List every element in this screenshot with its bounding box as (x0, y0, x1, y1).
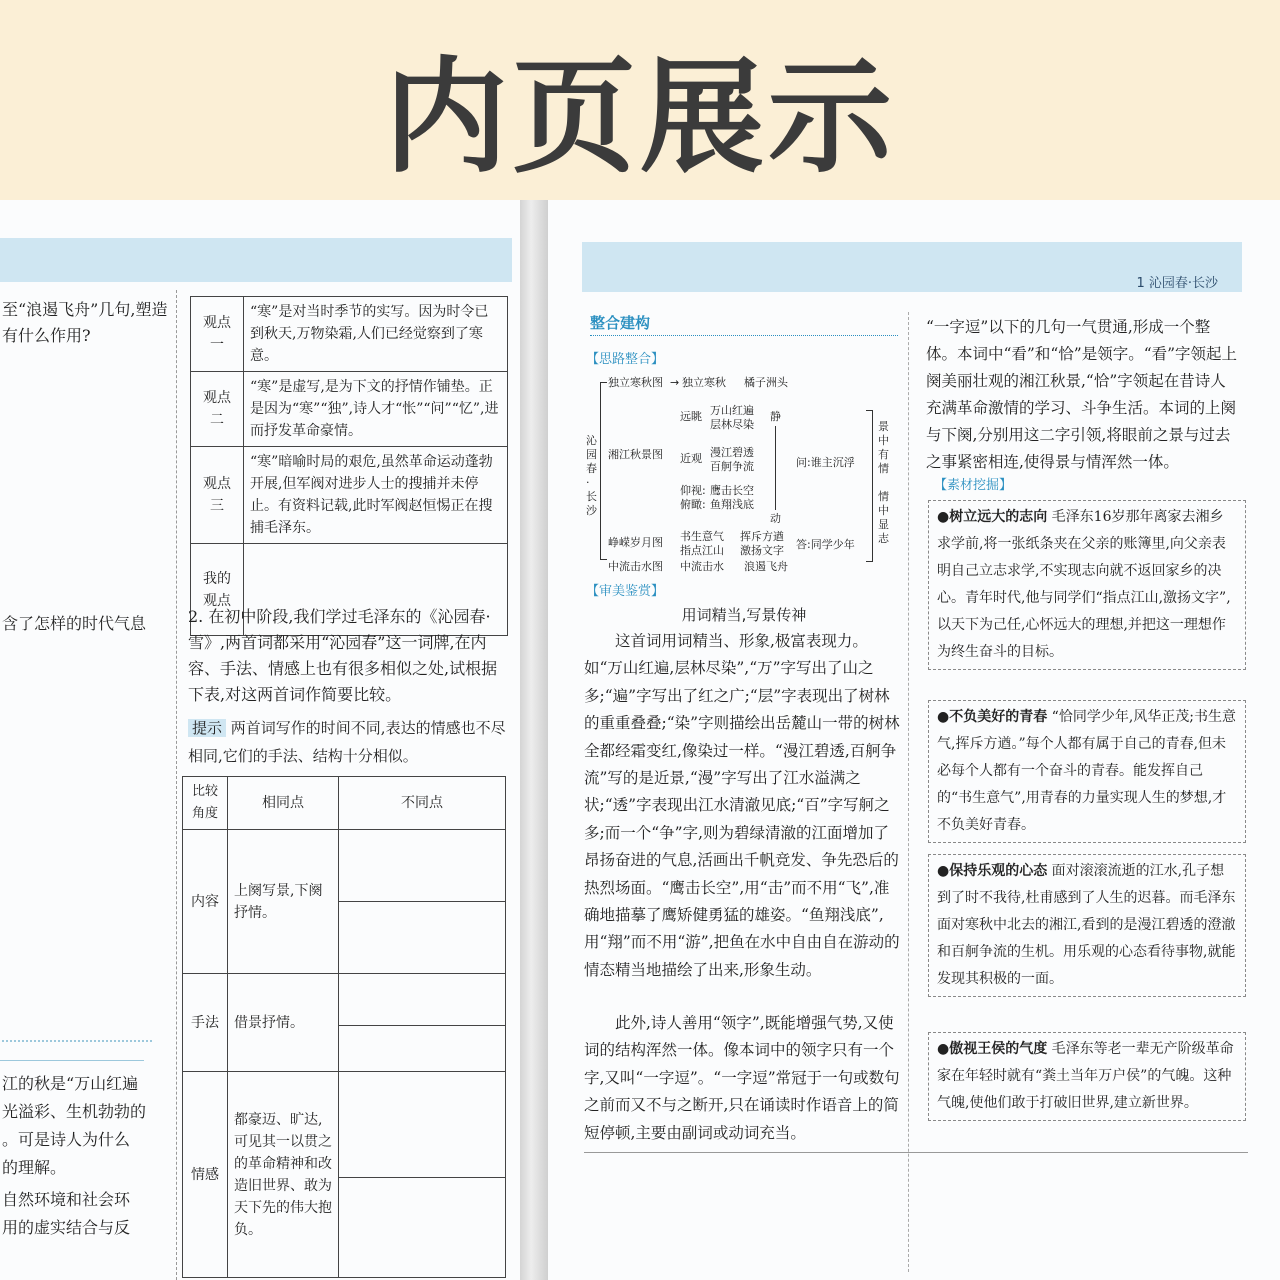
tree-node: 远眺 (680, 410, 702, 423)
material-text: 面对滚滚流逝的江水,孔子想到了时不我待,杜甫感到了人生的迟暮。而毛泽东面对寒秋中北去的湘江,看到的是漫江碧透的澄澈和百舸争流的生机。用乐观的心态看待事物,就能发现其积极的一面。 (937, 863, 1236, 987)
material-title: ●傲视王侯的气度 (937, 1041, 1048, 1057)
tree-node: 动 (770, 512, 781, 525)
tree-node: 鱼翔浅底 (710, 498, 754, 511)
compare-diff-cell[interactable] (339, 1072, 506, 1178)
vp-label: 观点二 (191, 372, 244, 447)
tree-node: 万山红遍 (710, 404, 754, 417)
left-dots (2, 1040, 152, 1042)
column2-paragraph: “一字逗”以下的几句一气贯通,形成一个整体。本词中“看”和“恰”是领字。“看”字领起上阕美丽壮观的湘江秋景,“恰”字领起在昔诗人充满革命激情的学习、斗争生活。本词的上阕与下阕,分别用这二字引领,将眼前之景与过去之事紧密相连,使得景与情浑然一体。 (926, 318, 1238, 471)
tree-node: 答:同学少年 (796, 538, 855, 551)
column-rule (176, 290, 177, 1280)
material-title: ●不负美好的青春 (937, 709, 1048, 725)
tree-brace (600, 382, 607, 560)
material-card (928, 1032, 1246, 1121)
tree-node: 独立寒秋图 (608, 376, 663, 389)
book-gutter (520, 200, 548, 1280)
material-card (928, 700, 1246, 843)
left-fragment-2: 有什么作用? (2, 326, 91, 345)
tree-node: 浪遏飞舟 (744, 560, 788, 573)
tree-node: 指点江山 (680, 544, 724, 557)
tree-node: 层林尽染 (710, 418, 754, 431)
tree-node: 鹰击长空 (710, 484, 754, 497)
banner (0, 0, 1280, 200)
bottom-rule (584, 1152, 1248, 1153)
left-page (0, 200, 520, 1280)
tree-node: 中流击水图 (608, 560, 663, 573)
viewpoints-table (190, 296, 508, 636)
material-title: ●树立远大的志向 (937, 509, 1048, 525)
left-bottom-rule (0, 1060, 144, 1061)
vp-label: 观点三 (191, 447, 244, 544)
left-header-bar (0, 238, 512, 282)
compare-header: 相同点 (228, 777, 339, 830)
material-card (928, 500, 1246, 670)
compare-diff-cell[interactable] (339, 902, 506, 974)
compare-table (182, 776, 506, 1278)
left-bottom-line: 。可是诗人为什么 (2, 1130, 131, 1149)
section-title-wrap (590, 312, 898, 336)
question-2: 2. 在初中阶段,我们学过毛泽东的《沁园春·雪》,两首词都采用“沁园春”这一词牌,在内容、手法、情感上也有很多相似之处,试根据下表,对这两首词作简要比较。 (188, 607, 498, 704)
right-column-rule (908, 312, 909, 1272)
banner-title: 内页展示 (383, 46, 896, 190)
tree-node: 独立寒秋 (682, 376, 726, 389)
tree-node: 俯瞰: (680, 498, 706, 511)
appreciation-p1: 这首词用词精当、形象,极富表现力。如“万山红遍,层林尽染”,“万”字写出了山之多;“遍”字写出了红之广;“层”字表现出了树林的重重叠叠;“染”字则描绘出岳麓山一带的树林全都经霜变红,像染过一样。“漫江碧透,百舸争流”写的是近景,“漫”字写出了江水溢满之状;“透”字表现出江水清澈见底;“百”字写舸之多;而一个“争”字,则为碧绿清澈的江面增加了昂扬奋进的气息,活画出千帆竞发、争先恐后的热烈场面。“鹰击长空”,用“击”而不用“飞”,准确地描摹了鹰矫健勇猛的雄姿。“鱼翔浅底”,用“翔”而不用“游”,把鱼在水中自由自在游动的情态精当地描绘了出来,形象生动。 (584, 632, 900, 979)
left-fragment-1: 至“浪遏飞舟”几句,塑造 (2, 300, 168, 319)
tree-node: 橘子洲头 (744, 376, 788, 389)
compare-diff-cell[interactable] (339, 974, 506, 1026)
compare-diff-cell[interactable] (339, 1178, 506, 1278)
tree-node: 湘江秋景图 (608, 448, 663, 461)
tree-right-brace (866, 410, 873, 562)
tree-node: 峥嵘岁月图 (608, 536, 663, 549)
tree-node: 激扬文字 (740, 544, 784, 557)
material-text: 毛泽东16岁那年离家去湘乡求学前,将一张纸条夹在父亲的账簿里,向父亲表明自己立志求学,不实现志向就不返回家乡的决心。青年时代,他与同学们“指点江山,激扬文字”,以天下为己任,心怀远大的理想,并把这一理想作为终生奋斗的目标。 (937, 509, 1231, 660)
tree-node: 漫江碧透 (710, 446, 754, 459)
compare-same: 借景抒情。 (228, 974, 339, 1072)
tree-node: 静 (770, 410, 781, 423)
left-bottom-line: 用的虚实结合与反 (2, 1218, 131, 1237)
tree-node: 挥斥方遒 (740, 530, 784, 543)
compare-angle: 情感 (183, 1072, 228, 1278)
compare-header: 不同点 (339, 777, 506, 830)
sub-heading-materials: 【素材挖掘】 (934, 478, 1013, 493)
tree-node: 仰视: (680, 484, 706, 497)
tree-node: 书生意气 (680, 530, 724, 543)
vp-text: “寒”是对当时季节的实写。因为时令已到秋天,万物染霜,人们已经觉察到了寒意。 (244, 297, 508, 372)
vp-text: “寒”是虚写,是为下文的抒情作铺垫。正是因为“寒”“独”,诗人才“怅”“问”“忆”,进而抒发革命豪情。 (244, 372, 508, 447)
section-title: 整合建构 (590, 314, 651, 332)
compare-header: 比较角度 (183, 777, 228, 830)
sub-heading-appreciation: 【审美鉴赏】 (586, 584, 665, 599)
sub-heading-route: 【思路整合】 (586, 352, 665, 367)
compare-angle: 内容 (183, 830, 228, 974)
hint (188, 714, 510, 770)
vp-label: 观点一 (191, 297, 244, 372)
tree-root: 沁园春·长沙 (586, 434, 597, 517)
compare-diff-cell[interactable] (339, 830, 506, 902)
right-page (548, 200, 1280, 1280)
tree-node: 近观 (680, 452, 702, 465)
compare-same: 都豪迈、旷达,可见其一以贯之的革命精神和改造旧世界、敢为天下先的伟大抱负。 (228, 1072, 339, 1278)
tree-side: 景中有情 (878, 420, 889, 475)
material-title: ●保持乐观的心态 (937, 863, 1048, 879)
tree-side: 情中显志 (878, 490, 889, 545)
chapter-header: 1 沁园春·长沙 (1136, 276, 1218, 291)
left-bottom-line: 光溢彩、生机勃勃的 (2, 1102, 147, 1121)
appreciation-p2: 此外,诗人善用“领字”,既能增强气势,又使词的结构浑然一体。像本词中的领字只有一个字,又叫“一字逗”。“一字逗”常冠于一句或数句之前而又不与之断开,只在诵读时作语音上的简短停顿,主要由副词或动词充当。 (584, 1014, 900, 1142)
appreciation-title: 用词精当,写景传神 (681, 606, 807, 624)
left-bottom-line: 的理解。 (2, 1158, 67, 1177)
left-bottom-line: 自然环境和社会环 (2, 1190, 131, 1209)
material-card (928, 854, 1246, 997)
compare-angle: 手法 (183, 974, 228, 1072)
hint-label: 提示 (188, 719, 226, 737)
hint-text: 两首词写作的时间不同,表达的情感也不尽相同,它们的手法、结构十分相似。 (188, 719, 506, 765)
compare-same: 上阕写景,下阕抒情。 (228, 830, 339, 974)
tree-arrow: → (670, 376, 680, 389)
vp-label: 我的观点 (191, 544, 244, 636)
material-text: 毛泽东等老一辈无产阶级革命家在年轻时就有“粪土当年万户侯”的气魄。这种气魄,使他们敢于打破旧世界,建立新世界。 (937, 1041, 1234, 1111)
material-text: “恰同学少年,风华正茂;书生意气,挥斥方遒。”每个人都有属于自己的青春,但未必每个人都有一个奋斗的青春。能发挥自己的“书生意气”,用青春的力量实现人生的梦想,才不负美好青春。 (937, 709, 1236, 833)
tree-node: 中流击水 (680, 560, 724, 573)
tree-node: 问:谁主沉浮 (796, 456, 855, 469)
vp-text: “寒”暗喻时局的艰危,虽然革命运动蓬勃开展,但军阀对进步人士的搜捕并未停止。有资料记载,此时军阀赵恒惕正在搜捕毛泽东。 (244, 447, 508, 544)
left-bottom-line: 江的秋是“万山红遍 (2, 1074, 139, 1093)
left-fragment-3: 含了怎样的时代气息 (2, 614, 147, 633)
structure-diagram (584, 370, 902, 573)
compare-diff-cell[interactable] (339, 1026, 506, 1072)
tree-arrow-line (775, 426, 776, 510)
tree-node: 百舸争流 (710, 460, 754, 473)
